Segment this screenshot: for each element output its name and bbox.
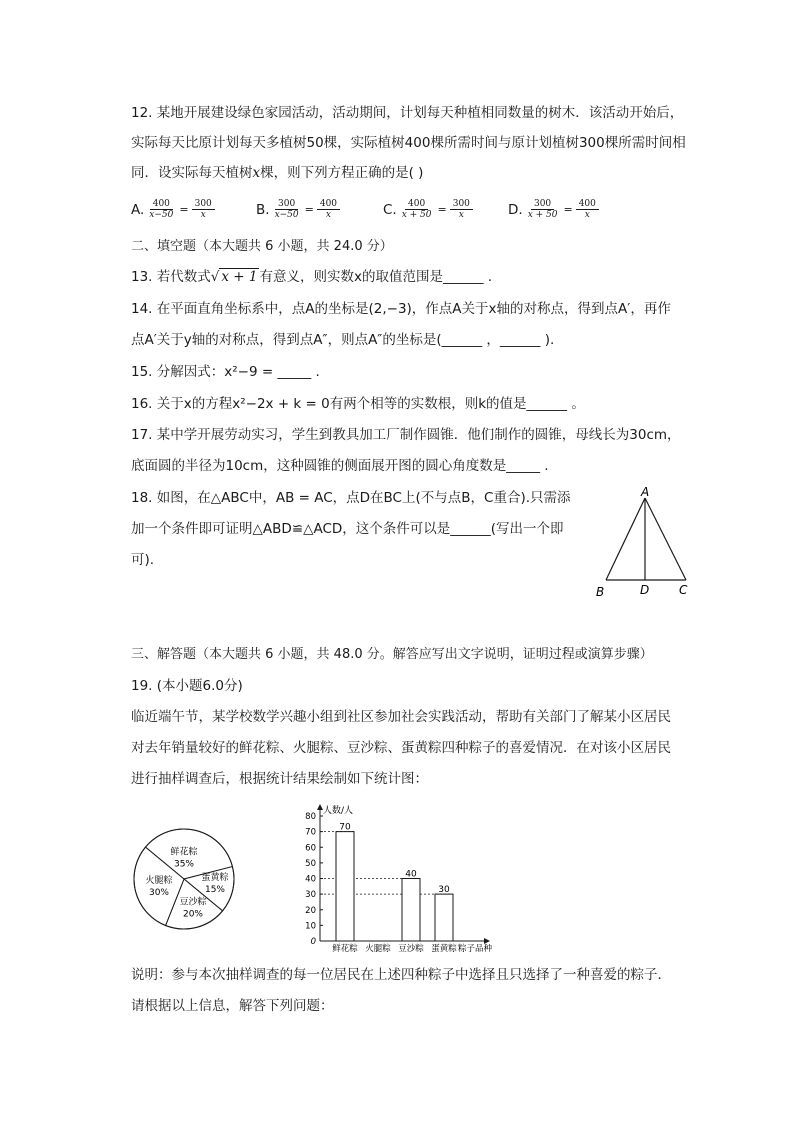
fraction-left: $\frac{300}{x-50}$ [274,199,299,220]
x-axis-label: 粽子品种 [457,944,492,954]
x-tick-label: 火腿粽 [365,944,391,954]
option-label: C. [383,201,397,218]
q13: 13. 若代数式√ x + 1 有意义，则实数x的取值范围是______ . [131,269,493,285]
pie-label: 蛋黄粽 [201,873,229,883]
bar-value-label: 70 [339,822,351,833]
q19-paragraph-1: 临近端午节，某学校数学兴趣小组到社区参加社会实践活动，帮助有关部门了解某小区居民 [131,709,671,725]
x-tick-label: 豆沙粽 [398,944,424,954]
q12-option-a[interactable]: A. $\frac{400}{x-50}$ = $\frac{300}{x}$ [131,199,217,220]
pie-percent: 15% [204,885,226,895]
pie-percent: 35% [173,859,195,870]
q12-option-c[interactable]: C. $\frac{400}{x + 50}$ = $\frac{300}{x}$ [383,199,475,220]
q18-line-1: 18. 如图，在△ABC中，AB = AC，点D在BC上(不与点B，C重合).只需添 [131,490,571,506]
q19-paragraph-3: 进行抽样调查后，根据统计结果绘制如下统计图： [131,771,428,787]
q12-line-1: 12. 某地开展建设绿色家园活动，活动期间，计划每天种植相同数量的树木．该活动开始后， [131,105,684,121]
q19-header: 19. (本小题6.0分) [131,678,243,694]
fraction-right: $\frac{300}{x}$ [192,199,215,220]
fraction-left: $\frac{300}{x + 50}$ [527,199,558,220]
x-tick-label: 鲜花粽 [332,944,358,954]
y-tick-label: 20 [305,905,316,916]
fraction-right: $\frac{400}{x}$ [317,199,340,220]
y-tick-label: 60 [305,843,316,854]
q12-line-3-post: 棵，则下列方程正确的是( ) [260,165,424,181]
q19-paragraph-2: 对去年销量较好的鲜花粽、火腿粽、豆沙粽、蛋黄粽四种粽子的喜爱情况．在对该小区居民 [131,740,671,756]
q17-line-2: 底面圆的半径为10cm，这种圆锥的侧面展开图的圆心角度数是_____ . [131,458,549,474]
q12-line-3 [131,164,423,182]
y-tick-label: 30 [305,890,316,901]
side-ab [606,498,645,580]
radicand: x + 1 [221,269,258,285]
q14-line-2: 点A′关于y轴的对称点，得到点A″，则点A″的坐标是(______ ，______ ). [131,332,555,348]
pie-percent: 20% [182,909,204,920]
fraction-right: $\frac{400}{x}$ [576,199,599,220]
y-tick-label: 70 [305,827,316,838]
pie-label: 火腿粽 [145,876,173,886]
vertex-b-label: B [596,585,605,599]
fraction-left: $\frac{400}{x-50}$ [149,199,174,220]
bar-chart [298,800,518,958]
sqrt-sign: √ [210,269,220,285]
point-d-label: D [640,583,650,597]
fraction-left: $\frac{400}{x + 50}$ [401,199,432,220]
y-tick-label: 50 [305,858,316,869]
bar-value-label: 40 [405,869,417,880]
x-tick-label: 蛋黄粽 [431,944,457,954]
q16: 16. 关于x的方程x²−2x + k = 0有两个相等的实数根，则k的值是______ 。 [131,396,585,412]
pie-label: 鲜花粽 [170,847,198,858]
bar-3 [402,879,420,942]
q14-line-1: 14. 在平面直角坐标系中，点A的坐标是(2,−3)，作点A关于x轴的对称点，得到点A′，再作 [131,301,671,317]
vertex-a-label: A [641,485,650,499]
option-label: D. [508,201,523,218]
fraction-right: $\frac{300}{x}$ [450,199,473,220]
bar-value-label: 30 [438,885,450,896]
vertex-c-label: C [679,583,688,597]
q19-note-1: 说明：参与本次抽样调查的每一位居民在上述四种粽子中选择且只选择了一种喜爱的粽子． [131,967,671,983]
section-3-heading: 三、解答题（本大题共 6 小题，共 48.0 分。解答应写出文字说明，证明过程或演算步骤） [131,647,653,662]
q17-line-1: 17. 某中学开展劳动实习，学生到教具加工厂制作圆锥．他们制作的圆锥，母线长为30cm， [131,427,681,443]
option-label: B. [256,201,270,218]
q12-line-3-pre: 同．设实际每天植树 [131,165,253,181]
q19-note-2: 请根据以上信息，解答下列问题： [131,998,334,1014]
y-tick-label: 80 [305,812,316,822]
q12-variable: x [252,165,261,181]
y-axis-label: 人数/人 [323,806,354,816]
bar-1 [336,832,354,941]
q12-line-2: 实际每天比原计划每天多植树50棵，实际植树400棵所需时间与原计划植树300棵所需时间相 [131,135,686,151]
section-2-heading: 二、填空题（本大题共 6 小题，共 24.0 分） [131,239,393,254]
y-tick-label: 0 [310,937,316,947]
triangle-figure [590,484,700,602]
y-tick-label: 40 [305,874,316,885]
option-label: A. [131,201,145,218]
q12-option-b[interactable]: B. $\frac{300}{x-50}$ = $\frac{400}{x}$ [256,199,342,220]
q18-line-3: 可). [131,552,155,568]
pie-chart [126,828,242,930]
side-ac [645,498,686,580]
pie-label: 豆沙粽 [179,897,207,908]
bar-4 [435,894,453,941]
q15: 15. 分解因式：x²−9 = _____ . [131,364,320,380]
y-tick-label: 10 [305,921,316,932]
q12-option-d[interactable]: D. $\frac{300}{x + 50}$ = $\frac{400}{x}$ [508,199,601,220]
pie-percent: 30% [148,888,170,898]
q18-line-2: 加一个条件即可证明△ABD≌△ACD，这个条件可以是______(写出一个即 [131,521,564,537]
